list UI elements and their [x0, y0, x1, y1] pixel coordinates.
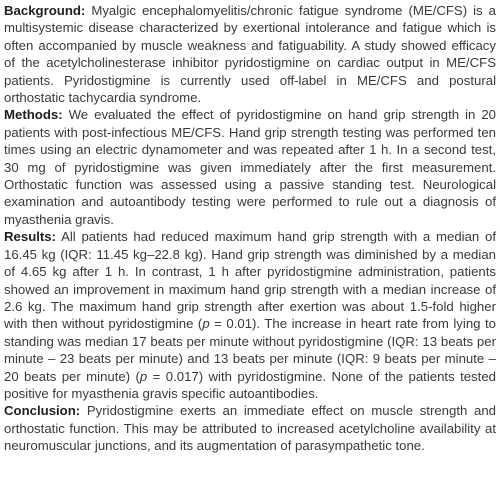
abstract	[4, 2, 496, 455]
methods-paragraph	[4, 106, 496, 228]
background-label: Background:	[4, 3, 86, 18]
conclusion-text: Pyridostigmine exerts an immediate effect on muscle strength and orthostatic function. This may be attributed to increased acetylcholine availability at neuromuscular junctions, and its augmentation of parasympathetic tone.	[4, 403, 496, 454]
conclusion-paragraph	[4, 402, 496, 454]
results-paragraph	[4, 228, 496, 402]
methods-label: Methods:	[4, 107, 63, 123]
background-text: Myalgic encephalomyelitis/chronic fatigue syndrome (ME/CFS) is a multisystemic disease characterized by exertional intolerance and fatigue which is often accompanied by muscle weakness and fatiguability. A study showed efficacy of the acetylcholinesterase inhibitor pyridostigmine on cardiac output in ME/CFS patients. Pyridostigmine is currently used off-label in ME/CFS and postural orthostatic tachycardia syndrome.	[4, 3, 496, 106]
results-text-2: = 0.01). The increase in heart rate from lying to standing was median 17 beats per minute without pyridostigmine (IQR: 13 beats per minute – 23 beats per minute) and 13 beats per minute (IQR: 9 beats per minute – 20 beats per minute) (	[4, 316, 496, 384]
background-paragraph	[4, 2, 496, 106]
results-label: Results:	[4, 229, 57, 245]
conclusion-label: Conclusion:	[4, 403, 81, 419]
results-text-1: All patients had reduced maximum hand grip strength with a median of 16.45 kg (IQR: 11.45 kg–22.8 kg). Hand grip strength was diminished by a median of 4.65 kg after 1 h. In contrast, 1 h after pyridostigmine administration, patients showed an improvement in maximum hand grip strength with a median increase of 2.6 kg. The maximum hand grip strength after exertion was about 1.5-fold higher with then without pyridostigmine (	[4, 229, 497, 332]
results-text-3: = 0.017) with pyridostigmine. None of the patients tested positive for myasthenia gravis specific autoantibodies.	[4, 368, 496, 401]
p-value-symbol: p	[202, 316, 210, 332]
p-value-symbol: p	[139, 368, 148, 384]
methods-text: We evaluated the effect of pyridostigmine on hand grip strength in 20 patients with post-infectious ME/CFS. Hand grip strength testing was performed ten times using an electric dynamometer and was repeated after 1 h. In a second test, 30 mg of pyridostigmine was given immediately after the first measurement. Orthostatic function was assessed using a passive standing test. Neurological examination and autoantibody testing were performed to rule out a diagnosis of myasthenia gravis.	[4, 107, 496, 227]
